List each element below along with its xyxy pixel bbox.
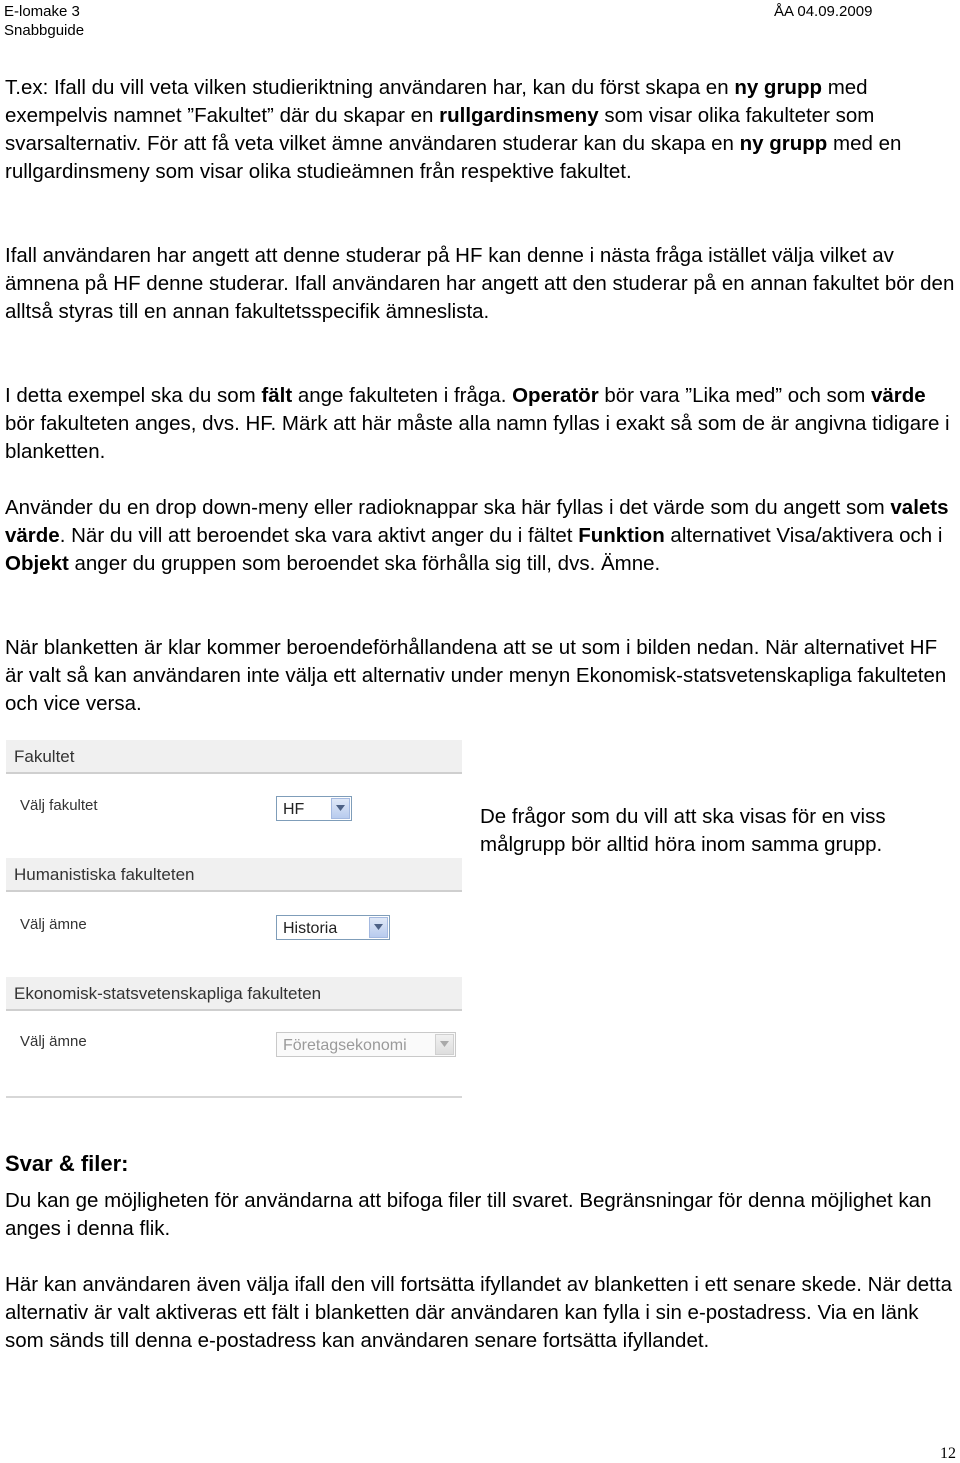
subject-select-hum[interactable] xyxy=(276,915,390,940)
bold-term: valets värde xyxy=(5,496,949,547)
question-label-subject-hum: Välj ämne xyxy=(20,916,87,933)
bold-term: ny grupp xyxy=(734,76,822,99)
paragraph-5 xyxy=(5,634,957,718)
question-label-faculty: Välj fakultet xyxy=(20,797,98,814)
subject-select-eko[interactable] xyxy=(276,1032,456,1057)
text-run: Ifall användaren har angett att denne studerar på HF kan denne i nästa fråga istället välja vilket av ämnena på HF denne studerar. Ifall användaren har angett att den studerar på en annan fakultet bör den alltså styras till en annan fakultetsspecifik ämneslista. xyxy=(5,244,955,323)
doc-title: E-lomake 3 xyxy=(4,3,80,20)
subject-select-eko-value: Företagsekonomi xyxy=(283,1037,407,1054)
doc-subtitle: Snabbguide xyxy=(4,22,85,39)
text-run: I detta exempel ska du som xyxy=(5,384,262,407)
form-preview xyxy=(6,740,462,1098)
dropdown-arrow-icon[interactable] xyxy=(369,917,388,938)
group-header-fakultet: Fakultet xyxy=(6,740,462,774)
text-run: bör fakulteten anges, dvs. HF. Märk att här måste alla namn fyllas i exakt så som de är angivna tidigare i blanketten. xyxy=(5,412,950,463)
paragraph-2 xyxy=(5,242,957,326)
bold-term: Objekt xyxy=(5,552,69,575)
bold-term: rullgardinsmeny xyxy=(439,104,599,127)
bold-term: Operatör xyxy=(512,384,599,407)
page-number: 12 xyxy=(940,1445,956,1462)
doc-header-left xyxy=(4,2,84,40)
doc-header-date: ÅA 04.09.2009 xyxy=(774,3,873,20)
text-run: bör vara ”Lika med” och som xyxy=(598,384,871,407)
text-run: ange fakulteten i fråga. xyxy=(292,384,513,407)
text-run: med exempelvis namnet ”Fakultet” där du skapar en xyxy=(5,76,868,127)
text-run: anger du gruppen som beroendet ska förhålla sig till, dvs. Ämne. xyxy=(68,552,661,575)
question-label-subject-eko: Välj ämne xyxy=(20,1033,87,1050)
text-run: . När du vill att beroendet ska vara aktivt anger du i fältet xyxy=(59,524,579,547)
paragraph-3 xyxy=(5,382,957,466)
group-header-humanistiska: Humanistiska fakulteten xyxy=(6,858,462,892)
faculty-select[interactable] xyxy=(276,796,352,821)
side-note: De frågor som du vill att ska visas för en viss målgrupp bör alltid höra inom samma grupp. xyxy=(480,805,886,856)
text-run: alternativet Visa/aktivera och i xyxy=(664,524,943,547)
subject-select-hum-value: Historia xyxy=(283,920,338,937)
group-header-ekonomisk: Ekonomisk-statsvetenskapliga fakulteten xyxy=(6,977,462,1011)
bold-term: fält xyxy=(261,384,293,407)
bold-term: ny grupp xyxy=(739,132,828,155)
text-run: som visar olika fakulteter som svarsalternativ. För att få veta vilket ämne användaren studerar kan du skapa en xyxy=(5,104,875,155)
paragraph-1 xyxy=(5,74,957,186)
bold-term: Funktion xyxy=(578,524,665,547)
section-paragraph-1: Du kan ge möjligheten för användarna att bifoga filer till svaret. Begränsningar för denna möjlighet kan anges i denna flik. xyxy=(5,1189,932,1240)
bold-term: värde xyxy=(870,384,926,407)
paragraph-4 xyxy=(5,494,957,578)
section-heading: Svar & filer: xyxy=(5,1151,129,1176)
text-run: Använder du en drop down-meny eller radioknappar ska här fyllas i det värde som du angett som xyxy=(5,496,891,519)
dropdown-arrow-icon[interactable] xyxy=(331,798,350,819)
text-run: När blanketten är klar kommer beroendeförhållandena att se ut som i bilden nedan. När alternativet HF är valt så kan användaren inte välja ett alternativ under menyn Ekonomisk-statsvetenskapliga fakulteten och vice versa. xyxy=(5,636,947,715)
section-paragraph-2: Här kan användaren även välja ifall den vill fortsätta ifyllandet av blanketten i ett senare skede. När detta alternativ är valt aktiveras ett fält i blanketten där användaren kan fylla i sin e-postadress. Via en länk som sänds till denna e-postadress kan användaren senare fortsätta ifyllandet. xyxy=(5,1273,952,1352)
text-run: med en rullgardinsmeny som visar olika studieämnen från respektive fakultet. xyxy=(5,132,902,183)
faculty-select-value: HF xyxy=(283,801,305,818)
text-run: T.ex: Ifall du vill veta vilken studieriktning användaren har, kan du först skapa en xyxy=(5,76,735,99)
dropdown-arrow-icon[interactable] xyxy=(435,1034,454,1055)
